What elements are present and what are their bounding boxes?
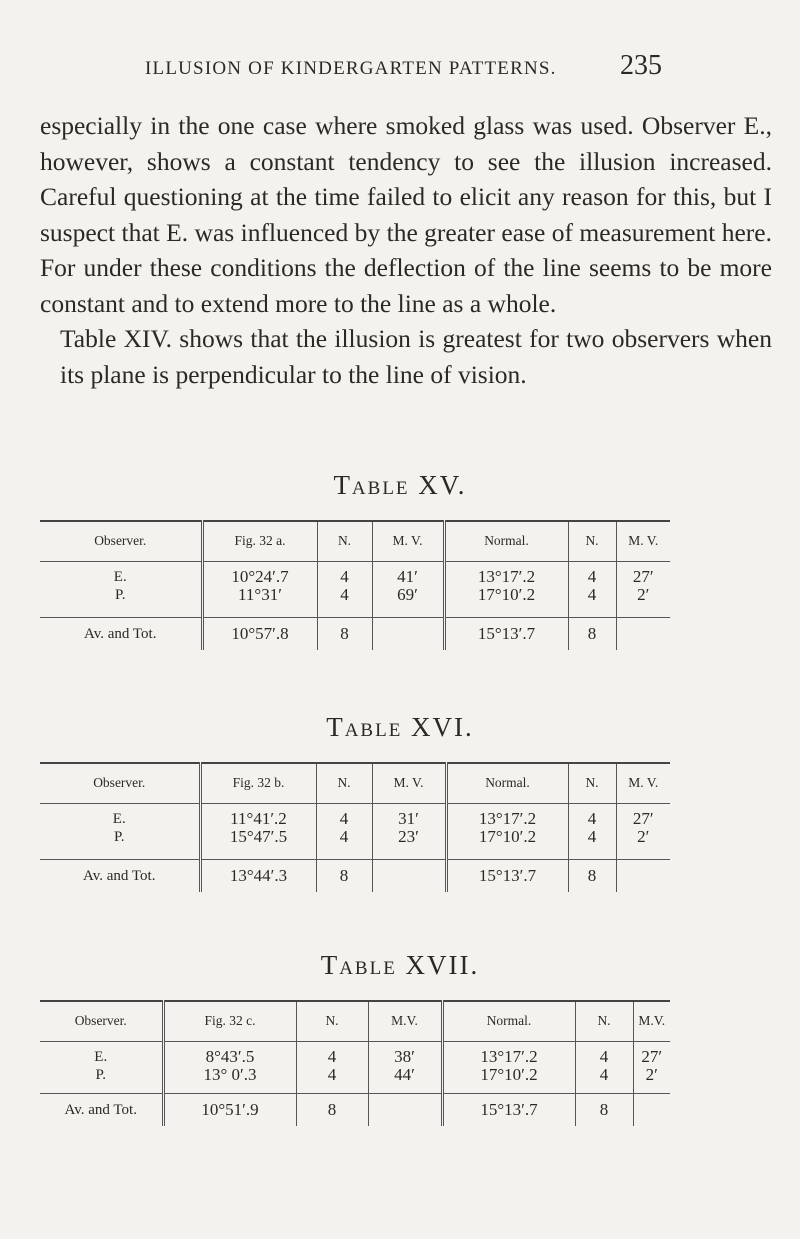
table-header-row xyxy=(40,763,670,803)
cell-n: 4 xyxy=(316,803,372,828)
col-n2: N. xyxy=(575,1001,633,1041)
cell-normal: 13°17′.2 xyxy=(442,1041,575,1066)
cell-n: 4 xyxy=(317,586,372,618)
col-mv: M. V. xyxy=(372,521,444,561)
col-n2: N. xyxy=(568,521,616,561)
col-n2: N. xyxy=(568,763,616,803)
cell-normal: 17°10′.2 xyxy=(446,828,568,860)
col-figure: Fig. 32 a. xyxy=(202,521,317,561)
table-17 xyxy=(40,1000,670,1126)
cell-n2: 8 xyxy=(575,1094,633,1127)
table-15 xyxy=(40,520,670,650)
cell-mv xyxy=(372,618,444,651)
cell-normal: 15°13′.7 xyxy=(442,1094,575,1127)
cell-mv2 xyxy=(616,618,670,651)
cell-normal: 17°10′.2 xyxy=(442,1066,575,1094)
col-observer: Observer. xyxy=(40,521,202,561)
cell-n: 4 xyxy=(296,1041,368,1066)
col-normal: Normal. xyxy=(442,1001,575,1041)
col-normal: Normal. xyxy=(446,763,568,803)
cell-n: 4 xyxy=(317,561,372,586)
cell-mv2: 2′ xyxy=(633,1066,670,1094)
cell-n2: 4 xyxy=(568,803,616,828)
cell-normal: 13°17′.2 xyxy=(446,803,568,828)
cell-observer: E. xyxy=(113,568,127,585)
cell-observer: E. xyxy=(112,810,126,827)
running-title: ILLUSION OF KINDERGARTEN PATTERNS. xyxy=(145,58,557,79)
col-n: N. xyxy=(296,1001,368,1041)
cell-n: 4 xyxy=(296,1066,368,1094)
table-total-row xyxy=(40,860,670,893)
col-mv: M.V. xyxy=(368,1001,442,1041)
cell-mv2: 2′ xyxy=(616,586,670,618)
running-header xyxy=(0,50,800,90)
paragraph-1: especially in the one case where smoked glass was used. Observer E., however, shows a constant tendency to see the illusion increased. Careful questioning at the time failed to elicit any reason for this, but I suspect that E. was influenced by the greater ease of measurement here. For under these conditions the deflection of the line seems to be more constant and to extend more to the line as a whole. xyxy=(40,111,772,318)
table-row xyxy=(40,1066,670,1094)
table-16 xyxy=(40,762,670,892)
cell-mv2: 27′ xyxy=(616,561,670,586)
cell-mv: 31′ xyxy=(372,803,446,828)
col-mv2: M.V. xyxy=(633,1001,670,1041)
cell-figure: 15°47′.5 xyxy=(200,828,316,860)
cell-normal: 15°13′.7 xyxy=(446,860,568,893)
page-number: 235 xyxy=(620,50,662,81)
col-n: N. xyxy=(316,763,372,803)
table-15-title: Table XV. xyxy=(333,470,467,500)
cell-mv: 23′ xyxy=(372,828,446,860)
cell-n2: 4 xyxy=(568,586,616,618)
cell-figure: 11°31′ xyxy=(202,586,317,618)
cell-mv2: 2′ xyxy=(616,828,670,860)
col-mv2: M. V. xyxy=(616,521,670,561)
table-header-row xyxy=(40,521,670,561)
cell-normal: 17°10′.2 xyxy=(444,586,568,618)
table-header-row xyxy=(40,1001,670,1041)
col-figure: Fig. 32 b. xyxy=(200,763,316,803)
table-row xyxy=(40,1041,670,1066)
cell-figure: 11°41′.2 xyxy=(200,803,316,828)
cell-n2: 8 xyxy=(568,860,616,893)
table-total-row xyxy=(40,1094,670,1127)
cell-observer: Av. and Tot. xyxy=(40,618,202,651)
col-n: N. xyxy=(317,521,372,561)
cell-mv xyxy=(368,1094,442,1127)
cell-normal: 13°17′.2 xyxy=(444,561,568,586)
table-17-title: Table XVII. xyxy=(320,950,480,980)
table-row xyxy=(40,586,670,618)
col-figure: Fig. 32 c. xyxy=(163,1001,296,1041)
cell-mv2: 27′ xyxy=(633,1041,670,1066)
cell-mv2 xyxy=(633,1094,670,1127)
cell-normal: 15°13′.7 xyxy=(444,618,568,651)
cell-mv: 38′ xyxy=(368,1041,442,1066)
table-16-title: Table XVI. xyxy=(326,712,474,742)
table-row xyxy=(40,828,670,860)
col-observer: Observer. xyxy=(40,1001,163,1041)
table-row xyxy=(40,561,670,586)
cell-mv xyxy=(372,860,446,893)
cell-mv: 44′ xyxy=(368,1066,442,1094)
cell-figure: 10°51′.9 xyxy=(163,1094,296,1127)
cell-figure: 10°57′.8 xyxy=(202,618,317,651)
cell-n: 4 xyxy=(316,828,372,860)
cell-mv: 69′ xyxy=(372,586,444,618)
cell-mv2 xyxy=(616,860,670,893)
cell-observer: Av. and Tot. xyxy=(40,1094,163,1127)
cell-figure: 13°44′.3 xyxy=(200,860,316,893)
cell-n2: 4 xyxy=(575,1066,633,1094)
cell-n2: 4 xyxy=(568,828,616,860)
cell-mv: 41′ xyxy=(372,561,444,586)
cell-observer: Av. and Tot. xyxy=(40,860,200,893)
cell-figure: 10°24′.7 xyxy=(202,561,317,586)
cell-n2: 4 xyxy=(568,561,616,586)
cell-n: 8 xyxy=(296,1094,368,1127)
cell-n: 8 xyxy=(316,860,372,893)
paragraph-2: Table XIV. shows that the illusion is greatest for two observers when its plane is perpendicular to the line of vision. xyxy=(60,324,772,389)
table-row xyxy=(40,803,670,828)
cell-figure: 8°43′.5 xyxy=(163,1041,296,1066)
cell-n: 8 xyxy=(317,618,372,651)
cell-observer: P. xyxy=(114,828,125,845)
col-observer: Observer. xyxy=(40,763,200,803)
cell-n2: 4 xyxy=(575,1041,633,1066)
cell-mv2: 27′ xyxy=(616,803,670,828)
cell-observer: E. xyxy=(94,1048,108,1065)
body-text xyxy=(40,108,772,392)
col-normal: Normal. xyxy=(444,521,568,561)
col-mv: M. V. xyxy=(372,763,446,803)
cell-observer: P. xyxy=(95,1066,106,1083)
table-total-row xyxy=(40,618,670,651)
cell-observer: P. xyxy=(115,586,126,603)
cell-n2: 8 xyxy=(568,618,616,651)
cell-figure: 13° 0′.3 xyxy=(163,1066,296,1094)
col-mv2: M. V. xyxy=(616,763,670,803)
